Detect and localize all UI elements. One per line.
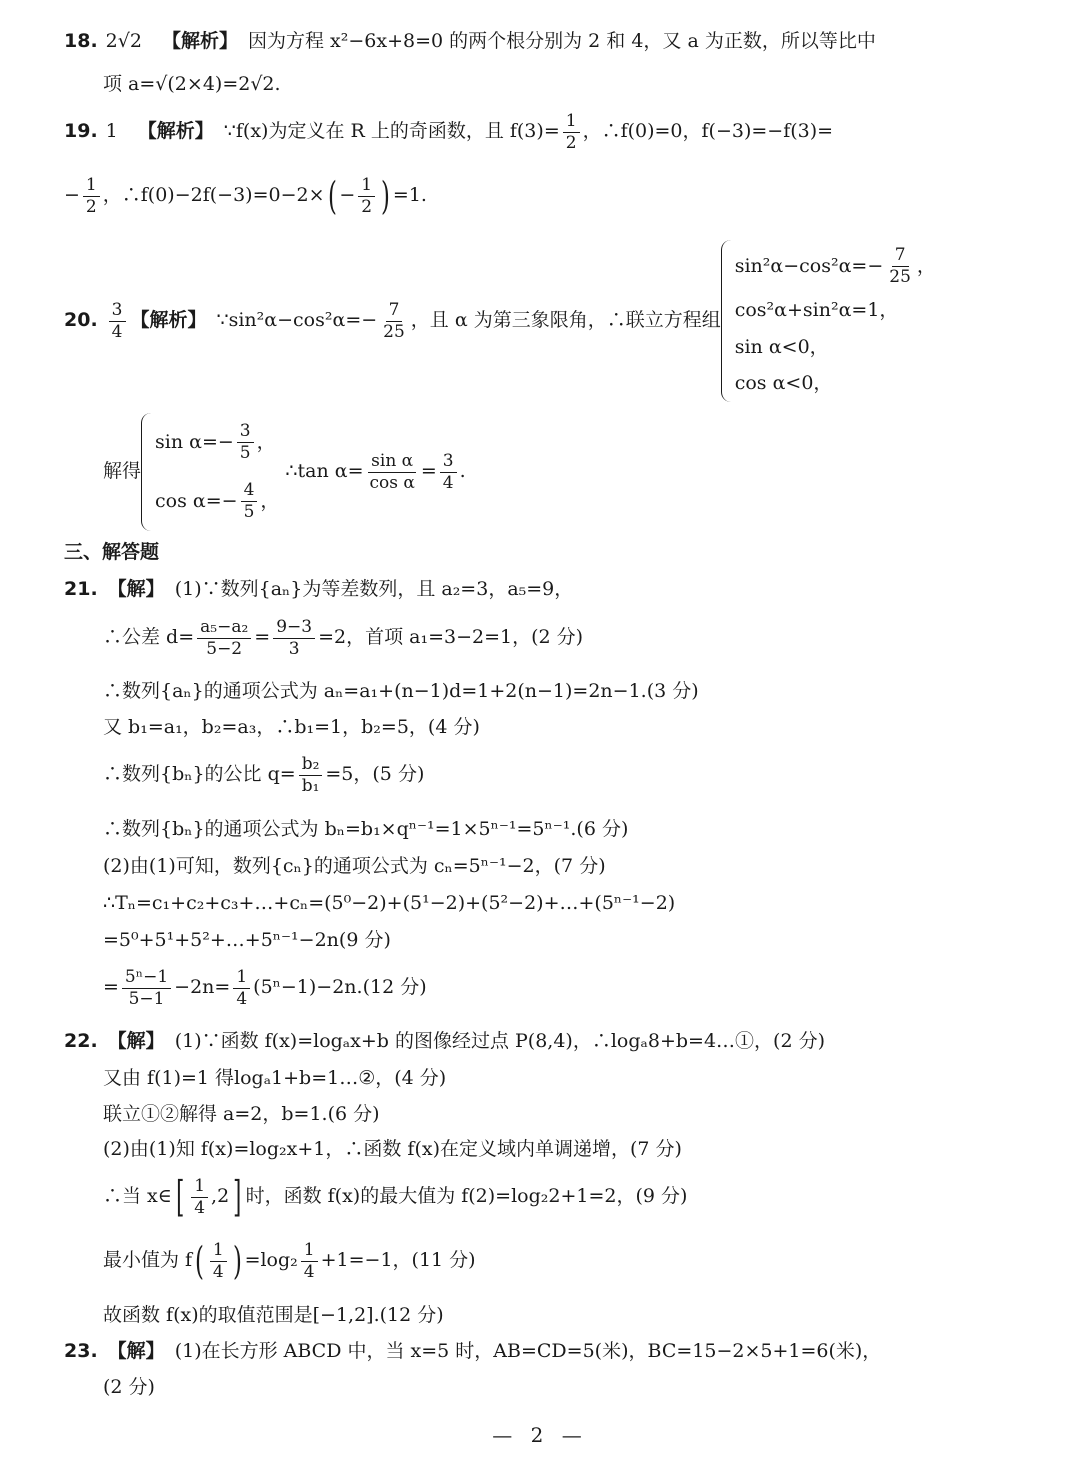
q20-solution-system xyxy=(141,413,279,531)
q22-text-1: (1)∵函数 f(x)=logₐx+b 的图像经过点 P(8,4)，∴logₐ8+b=4…①，(2 分) xyxy=(174,1030,825,1052)
q19-fraction-2: $\frac{1}{2}$ xyxy=(83,176,100,216)
q18-analysis-tag: 【解析】 xyxy=(161,30,238,52)
q20-system-eq-4: cos α<0， xyxy=(734,371,833,394)
q22-text-6c: +1=−1，(11 分) xyxy=(320,1249,476,1272)
q20-answer: $\frac{3}{4}$ xyxy=(109,301,126,341)
q19-text-1a: ∵f(x)为定义在 R 上的奇函数，且 f(3)= xyxy=(223,120,560,143)
q22-text-5a: ∴当 x∈ xyxy=(103,1185,172,1208)
q18-line-1 xyxy=(64,30,1040,54)
q20-system-brace xyxy=(721,240,731,402)
q21-text-6: ∴数列{bₙ}的通项公式为 bₙ=b₁×qⁿ⁻¹=1×5ⁿ⁻¹=5ⁿ⁻¹.(6 分) xyxy=(103,818,629,840)
section-title: 三、解答题 xyxy=(64,541,160,563)
q22-line-4 xyxy=(103,1138,1040,1162)
q20-tan-label: ∴tan α= xyxy=(285,460,364,483)
q20-tan-end: . xyxy=(459,460,466,483)
q21-number: 21. xyxy=(64,578,98,600)
q21-fraction-d: $\frac{\text{a₅−a₂}}{5-2}$ xyxy=(197,618,251,658)
q22-line-7 xyxy=(103,1304,1040,1328)
q22-left-paren: ( xyxy=(195,1239,204,1284)
q21-text-7: (2)由(1)可知，数列{cₙ}的通项公式为 cₙ=5ⁿ⁻¹−2，(7 分) xyxy=(103,855,606,877)
q22-fraction-arg: $\frac{1}{4}$ xyxy=(210,1241,227,1281)
q19-fraction-1: $\frac{1}{2}$ xyxy=(563,112,580,152)
q22-line-2 xyxy=(103,1067,1040,1091)
q22-text-6a: 最小值为 f xyxy=(103,1249,193,1272)
q22-interval-end: ,2 xyxy=(211,1185,230,1208)
q22-text-4: (2)由(1)知 f(x)=log₂x+1，∴函数 f(x)在定义域内单调递增，(7 分) xyxy=(103,1138,682,1160)
q19-text-2g: =1. xyxy=(392,184,427,207)
q19-answer: 1 xyxy=(105,120,118,143)
q20-line-2 xyxy=(103,413,1040,531)
section-heading xyxy=(64,541,1040,565)
q19-number: 19. xyxy=(64,120,98,143)
q22-solution-tag: 【解】 xyxy=(107,1030,165,1052)
q21-line-1 xyxy=(64,578,1040,602)
q20-tan-eq: = xyxy=(420,460,437,483)
q18-line-2 xyxy=(103,73,1040,97)
q22-line-3 xyxy=(103,1103,1040,1127)
q20-analysis-tag: 【解析】 xyxy=(130,309,207,332)
q19-text-1b: ，∴f(0)=0，f(−3)=−f(3)= xyxy=(582,120,834,143)
q21-line-10 xyxy=(103,968,1040,1008)
q21-eq: = xyxy=(254,626,271,649)
q23-line-2 xyxy=(103,1376,1040,1400)
q21-text-10a: = xyxy=(103,976,119,999)
q22-fraction-interval: $\frac{1}{4}$ xyxy=(191,1177,208,1217)
q21-line-5 xyxy=(103,755,1040,795)
q19-left-paren: ( xyxy=(327,174,337,219)
q22-right-bracket: ] xyxy=(233,1172,242,1221)
q21-fraction-d2: $\frac{9-3}{3}$ xyxy=(273,618,315,658)
q21-text-4: 又 b₁=a₁，b₂=a₃，∴b₁=1，b₂=5，(4 分) xyxy=(103,716,480,738)
q23-text-2: (2 分) xyxy=(103,1376,155,1398)
q20-solution-brace xyxy=(141,413,151,531)
q22-right-paren: ) xyxy=(232,1239,242,1284)
q22-line-6 xyxy=(103,1239,1040,1284)
q20-system-eq-3: sin α<0， xyxy=(734,335,829,358)
q20-number: 20. xyxy=(64,309,98,332)
q21-solution-tag: 【解】 xyxy=(107,578,165,600)
q22-text-6b: =log₂ xyxy=(244,1249,298,1272)
q21-fraction-sum: $\frac{\text{5ⁿ−1}}{5-1}$ xyxy=(122,968,171,1008)
q20-system-eq-2: cos²α+sin²α=1， xyxy=(734,299,899,322)
q21-text-2a: ∴公差 d= xyxy=(103,626,195,649)
q22-fraction-log: $\frac{1}{4}$ xyxy=(301,1241,318,1281)
q21-text-2b: =2，首项 a₁=3−2=1，(2 分) xyxy=(318,626,584,649)
q19-text-2b: ，∴f(0)−2f(−3)=0−2× xyxy=(102,184,325,207)
q20-tan-value: $\frac{3}{4}$ xyxy=(440,452,457,492)
q23-solution-tag: 【解】 xyxy=(107,1340,165,1362)
q20-equation-system xyxy=(721,240,936,402)
q20-solve-label: 解得 xyxy=(103,460,142,483)
q21-fraction-quarter: $\frac{1}{4}$ xyxy=(233,968,250,1008)
q22-line-5 xyxy=(103,1172,1040,1221)
q18-text-1: 因为方程 x²−6x+8=0 的两个根分别为 2 和 4，又 a 为正数，所以等比中 xyxy=(247,30,876,52)
q21-text-3: ∴数列{aₙ}的通项公式为 aₙ=a₁+(n−1)d=1+2(n−1)=2n−1.(3 分) xyxy=(103,680,699,702)
q21-text-5b: =5，(5 分) xyxy=(325,763,425,786)
q21-fraction-q: $\frac{\text{b₂}}{\text{b₁}}$ xyxy=(299,755,323,795)
q21-text-9: =5⁰+5¹+5²+…+5ⁿ⁻¹−2n(9 分) xyxy=(103,929,391,951)
q21-line-3 xyxy=(103,680,1040,704)
q20-text-1b: ，且 α 为第三象限角，∴联立方程组 xyxy=(410,309,721,332)
q19-line-2 xyxy=(64,174,1040,219)
q21-line-4 xyxy=(103,716,1040,740)
q23-line-1 xyxy=(64,1340,1040,1364)
q21-text-5a: ∴数列{bₙ}的公比 q= xyxy=(103,763,296,786)
q20-text-1a: ∵sin²α−cos²α=− xyxy=(216,309,378,332)
q23-number: 23. xyxy=(64,1340,98,1362)
q21-text-8: ∴Tₙ=c₁+c₂+c₃+…+cₙ=(5⁰−2)+(5¹−2)+(5²−2)+…+(5ⁿ⁻¹−2) xyxy=(103,892,676,914)
q22-text-5b: 时，函数 f(x)的最大值为 f(2)=log₂2+1=2，(9 分) xyxy=(245,1185,688,1208)
q18-answer: 2√2 xyxy=(105,30,142,52)
q21-line-6 xyxy=(103,818,1040,842)
q19-text-2a: − xyxy=(64,184,80,207)
q19-line-1 xyxy=(64,112,1040,152)
q21-line-8 xyxy=(103,892,1040,916)
q19-fraction-3: $\frac{1}{2}$ xyxy=(358,176,375,216)
q19-right-paren: ) xyxy=(381,174,390,219)
q21-text-10c: (5ⁿ−1)−2n.(12 分) xyxy=(253,976,427,999)
q21-text-1: (1)∵数列{aₙ}为等差数列，且 a₂=3，a₅=9， xyxy=(174,578,574,600)
q22-text-3: 联立①②解得 a=2，b=1.(6 分) xyxy=(103,1103,380,1125)
q21-line-9 xyxy=(103,929,1040,953)
q22-text-2: 又由 f(1)=1 得logₐ1+b=1…②，(4 分) xyxy=(103,1067,447,1089)
q22-number: 22. xyxy=(64,1030,98,1052)
q20-fraction-1: $\frac{7}{25}$ xyxy=(383,299,405,342)
q20-system-eq-1: sin²α−cos²α=− $\frac{7}{25}$ ， xyxy=(734,245,936,287)
q18-text-2: 项 a=√(2×4)=2√2. xyxy=(103,73,281,95)
q23-text-1: (1)在长方形 ABCD 中，当 x=5 时，AB=CD=5(米)，BC=15−2×5+1=6(米)， xyxy=(174,1340,882,1362)
q22-text-7: 故函数 f(x)的取值范围是[−1,2].(12 分) xyxy=(103,1304,444,1326)
q20-tan-fraction: $\frac{\text{sin α}}{\text{cos α}}$ xyxy=(369,450,415,493)
q21-line-7 xyxy=(103,855,1040,879)
q22-line-1 xyxy=(64,1030,1040,1054)
q19-minus: − xyxy=(339,184,356,207)
q20-solution-sin: sin α=− $\frac{3}{5}$ ， xyxy=(155,421,276,463)
q21-text-10b: −2n= xyxy=(174,976,231,999)
q22-left-bracket: [ xyxy=(175,1172,185,1221)
q19-analysis-tag: 【解析】 xyxy=(137,120,214,143)
q18-number: 18. xyxy=(64,30,98,52)
q20-line-1 xyxy=(64,240,1040,402)
q20-solution-cos: cos α=− $\frac{4}{5}$ ， xyxy=(155,480,280,522)
q21-line-2 xyxy=(103,618,1040,658)
page-number: — 2 — xyxy=(492,1423,588,1447)
